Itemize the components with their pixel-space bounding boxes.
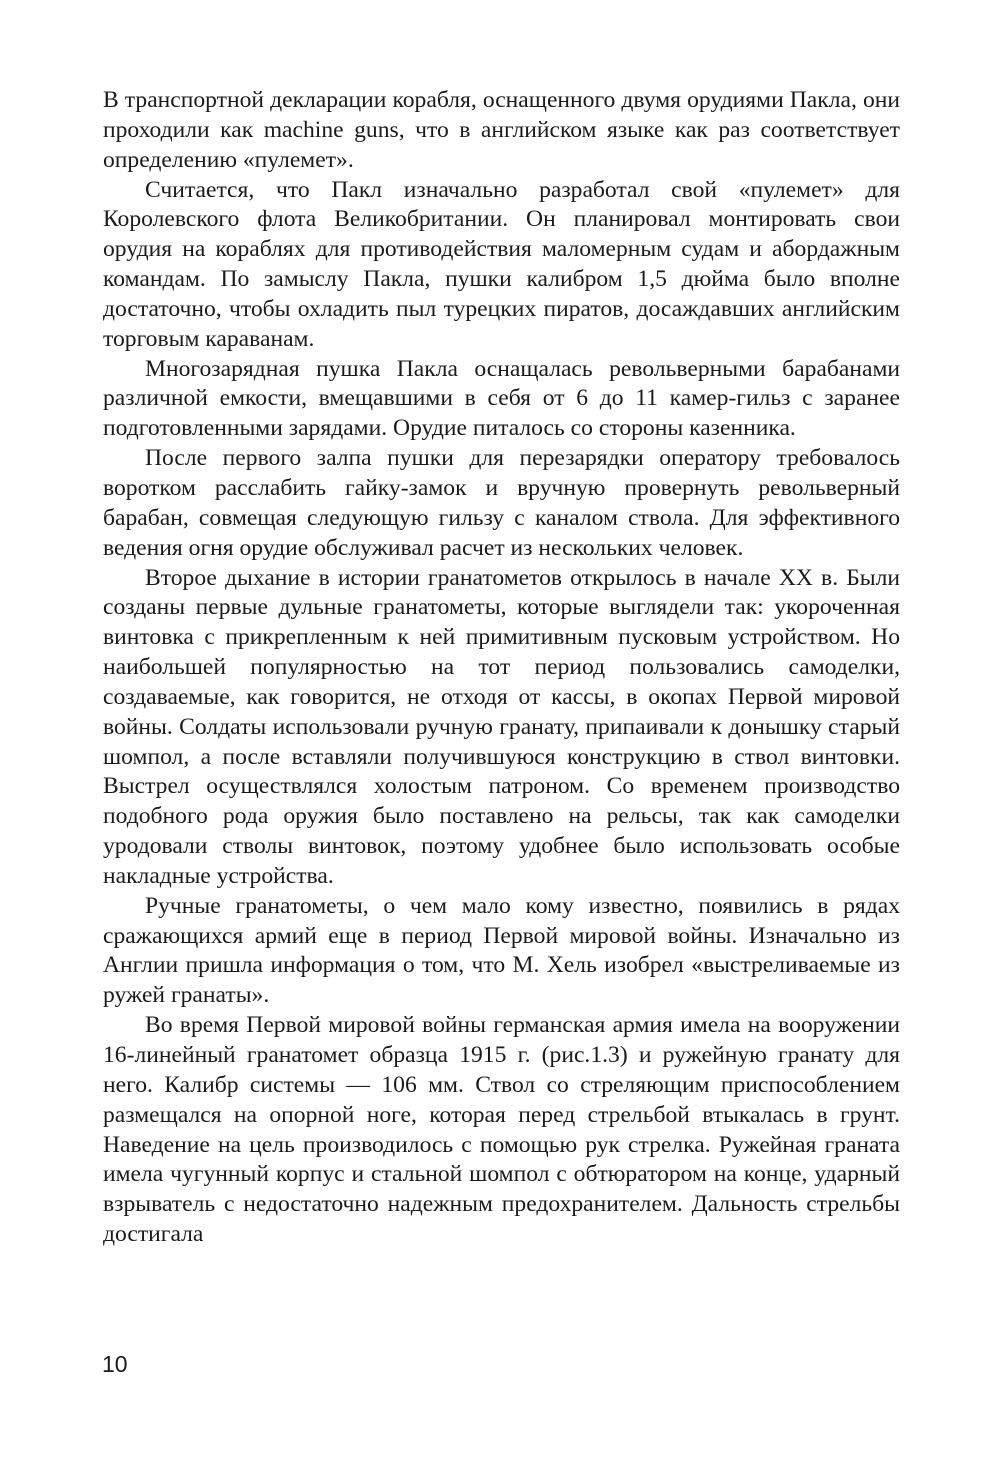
page-number: 10 xyxy=(102,1351,128,1377)
paragraph-german-army: Во время Первой мировой войны германская армия имела на вооружении 16-линейный гранатомет образца 1915 г. (рис.1.3) и ружейную гранату для него. Калибр системы — 106 мм. Ствол со стреляющим приспособлением размещался на опорной ноге, которая перед стрельбой втыкалась в грунт. Наведение на цель производилось с помощью рук стрелка. Ружейная граната имела чугунный корпус и стальной шомпол с обтюратором на конце, ударный взрыватель с недостаточно надежным предохранителем. Дальность стрельбы достигала xyxy=(103,1012,900,1248)
paragraph-transport-declaration: В транспортной декларации корабля, оснащенного двумя орудиями Пакла, они проходили как machine guns, что в английском языке как раз соответствует определению «пулемет». xyxy=(103,87,900,173)
paragraph-royal-navy: Считается, что Пакл изначально разработал свой «пулемет» для Королевского флота Великобритании. Он планировал монтировать свои орудия на кораблях для противодействия маломерным судам и абордажным командам. По замыслу Пакла, пушки калибром 1,5 дюйма было вполне достаточно, чтобы охладить пыл турецких пиратов, досаждавших английским торговым караванам. xyxy=(103,176,900,352)
paragraph-second-wind: Второе дыхание в истории гранатометов открылось в начале XX в. Были созданы первые дульные гранатометы, которые выглядели так: укороченная винтовка с прикрепленным к ней примитивным пусковым устройством. Но наибольшей популярностью на тот период пользовались самоделки, создаваемые, как говорится, не отходя от кассы, в окопах Первой мировой войны. Солдаты использовали ручную гранату, припаивали к донышку старый шомпол, а после вставляли получившуюся конструкцию в ствол винтовки. Выстрел осуществлялся холостым патроном. Со временем производство подобного рода оружия было поставлено на рельсы, так как самоделки уродовали стволы винтовок, поэтому удобнее было использовать особые накладные устройства. xyxy=(103,564,900,889)
paragraph-hand-grenade-launchers: Ручные гранатометы, о чем мало кому известно, появились в рядах сражающихся армий еще в период Первой мировой войны. Изначально из Англии пришла информация о том, что М. Хель изобрел «выстреливаемые из ружей гранаты». xyxy=(103,892,900,1009)
paragraph-revolver-drums: Многозарядная пушка Пакла оснащалась револьверными барабанами различной емкости, вмещавшими в себя от 6 до 11 камер-гильз с заранее подготовленными зарядами. Орудие питалось со стороны казенника. xyxy=(103,355,900,442)
body-text xyxy=(103,86,900,1250)
paragraph-reloading: После первого залпа пушки для перезарядки оператору требовалось воротком расслабить гайку-замок и вручную провернуть револьверный барабан, совмещая следующую гильзу с каналом ствола. Для эффективного ведения огня орудие обслуживал расчет из нескольких человек. xyxy=(103,445,900,561)
